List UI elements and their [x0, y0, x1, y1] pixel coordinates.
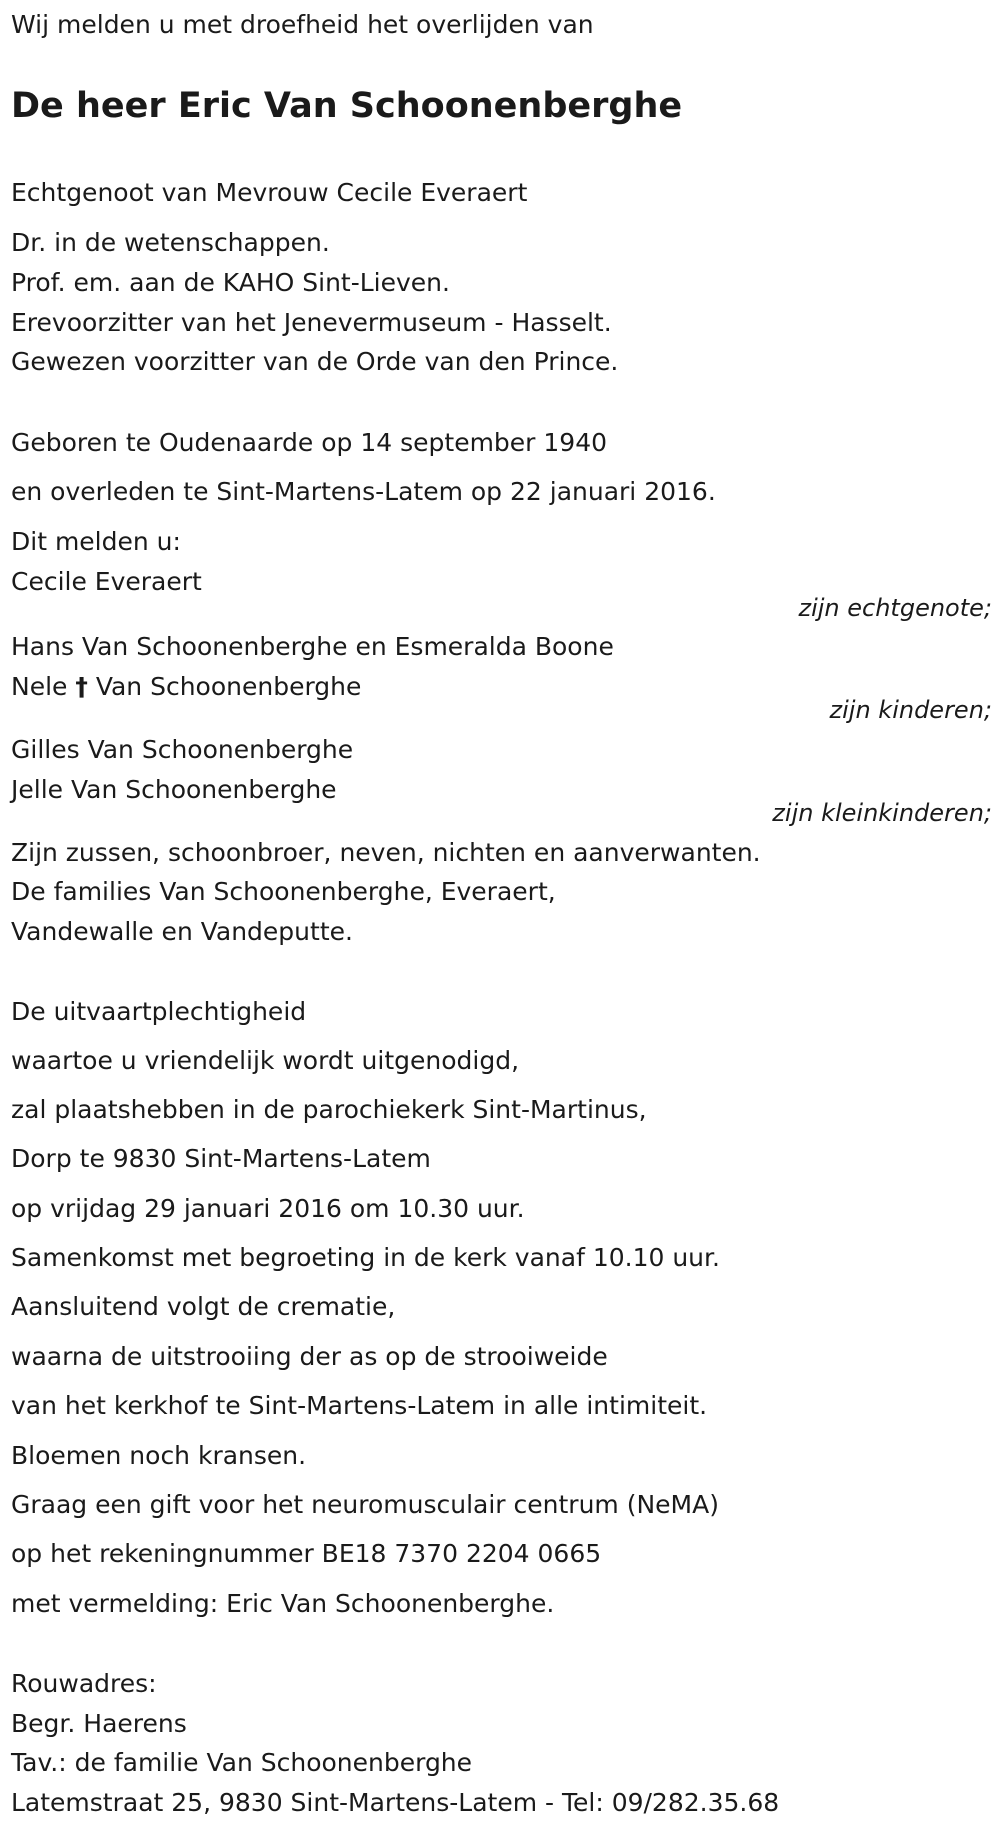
- announced-by-label: Dit melden u:: [11, 527, 181, 556]
- funeral-line: Aansluitend volgt de crematie,: [11, 1292, 396, 1321]
- title-line: Dr. in de wetenschappen.: [11, 228, 330, 257]
- relatives-line: Zijn zussen, schoonbroer, neven, nichten en aanverwanten.: [11, 838, 761, 867]
- title-line: Prof. em. aan de KAHO Sint-Lieven.: [11, 268, 450, 297]
- funeral-line: op het rekeningnummer BE18 7370 2204 0665: [11, 1539, 602, 1568]
- address-line: Begr. Haerens: [11, 1709, 187, 1738]
- child-last-name: Van Schoonenberghe: [95, 672, 362, 701]
- relatives-line: De families Van Schoonenberghe, Everaert,: [11, 877, 556, 906]
- funeral-line: waartoe u vriendelijk wordt uitgenodigd,: [11, 1046, 520, 1075]
- title-line: Erevoorzitter van het Jenevermuseum - Hasselt.: [11, 308, 612, 337]
- cross-icon: †: [75, 672, 88, 701]
- deceased-name: De heer Eric Van Schoonenberghe: [11, 86, 683, 126]
- child-name: [11, 672, 361, 702]
- funeral-line: op vrijdag 29 januari 2016 om 10.30 uur.: [11, 1194, 525, 1223]
- funeral-line: De uitvaartplechtigheid: [11, 997, 307, 1026]
- address-label: Rouwadres:: [11, 1669, 157, 1698]
- death-line: en overleden te Sint-Martens-Latem op 22 januari 2016.: [11, 477, 716, 506]
- grandchild-name: Gilles Van Schoonenberghe: [11, 735, 354, 764]
- spouse-name: Cecile Everaert: [11, 567, 202, 596]
- title-line: Gewezen voorzitter van de Orde van den Prince.: [11, 347, 619, 376]
- funeral-line: Bloemen noch kransen.: [11, 1441, 307, 1470]
- funeral-line: waarna de uitstrooiing der as op de strooiweide: [11, 1342, 608, 1371]
- funeral-line: zal plaatshebben in de parochiekerk Sint-Martinus,: [11, 1095, 647, 1124]
- address-line: Latemstraat 25, 9830 Sint-Martens-Latem - Tel: 09/282.35.68: [11, 1788, 780, 1817]
- spouse-line: Echtgenoot van Mevrouw Cecile Everaert: [11, 178, 528, 207]
- funeral-line: Graag een gift voor het neuromusculair centrum (NeMA): [11, 1490, 719, 1519]
- birth-line: Geboren te Oudenaarde op 14 september 1940: [11, 428, 608, 457]
- grandchild-name: Jelle Van Schoonenberghe: [11, 775, 337, 804]
- funeral-line: Samenkomst met begroeting in de kerk vanaf 10.10 uur.: [11, 1243, 720, 1272]
- grandchildren-role: zijn kleinkinderen;: [772, 799, 992, 827]
- child-name: Hans Van Schoonenberghe en Esmeralda Boone: [11, 632, 614, 661]
- spouse-role: zijn echtgenote;: [798, 594, 992, 622]
- funeral-line: Dorp te 9830 Sint-Martens-Latem: [11, 1144, 431, 1173]
- funeral-line: van het kerkhof te Sint-Martens-Latem in alle intimiteit.: [11, 1391, 708, 1420]
- child-first-name: Nele: [11, 672, 68, 701]
- children-role: zijn kinderen;: [829, 696, 992, 724]
- relatives-line: Vandewalle en Vandeputte.: [11, 917, 353, 946]
- address-line: Tav.: de familie Van Schoonenberghe: [11, 1748, 473, 1777]
- intro-text: Wij melden u met droefheid het overlijden van: [11, 10, 594, 39]
- funeral-line: met vermelding: Eric Van Schoonenberghe.: [11, 1589, 555, 1618]
